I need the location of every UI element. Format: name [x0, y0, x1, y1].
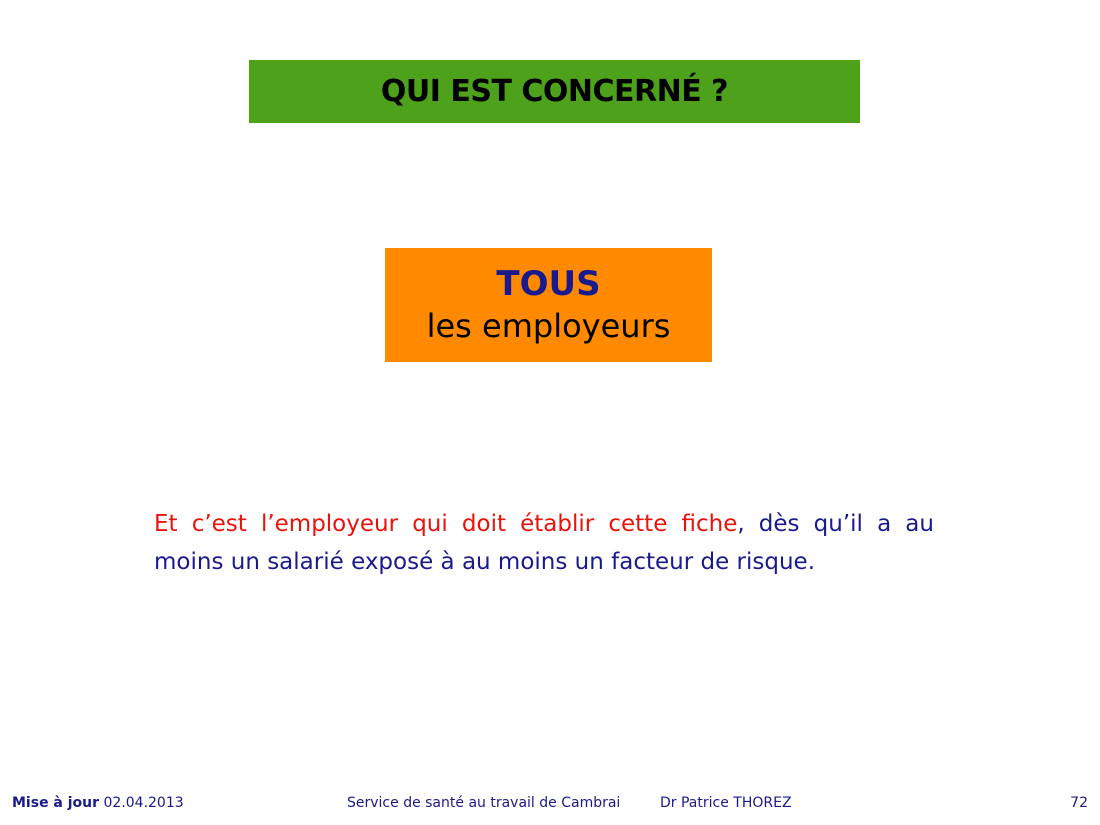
page-number: 72	[1070, 795, 1088, 811]
footer-service: Service de santé au travail de Cambrai	[347, 795, 621, 811]
body-paragraph	[154, 505, 934, 581]
footer-update-label: Mise à jour	[12, 795, 100, 811]
body-red-text: Et c’est l’employeur qui doit établir cette fiche	[154, 511, 738, 537]
footer-author: Dr Patrice THOREZ	[660, 795, 792, 811]
title-banner	[249, 60, 860, 123]
highlight-subtext: les employeurs	[426, 307, 671, 345]
slide-title: QUI EST CONCERNÉ ?	[380, 74, 729, 109]
footer-update-date: 02.04.2013	[103, 795, 184, 811]
highlight-heading: TOUS	[496, 264, 601, 304]
body-blue-text: , dès qu’il a au moins un salarié exposé à au moins un facteur de risque.	[154, 511, 934, 575]
highlight-box	[385, 248, 712, 362]
footer-update	[12, 795, 184, 811]
